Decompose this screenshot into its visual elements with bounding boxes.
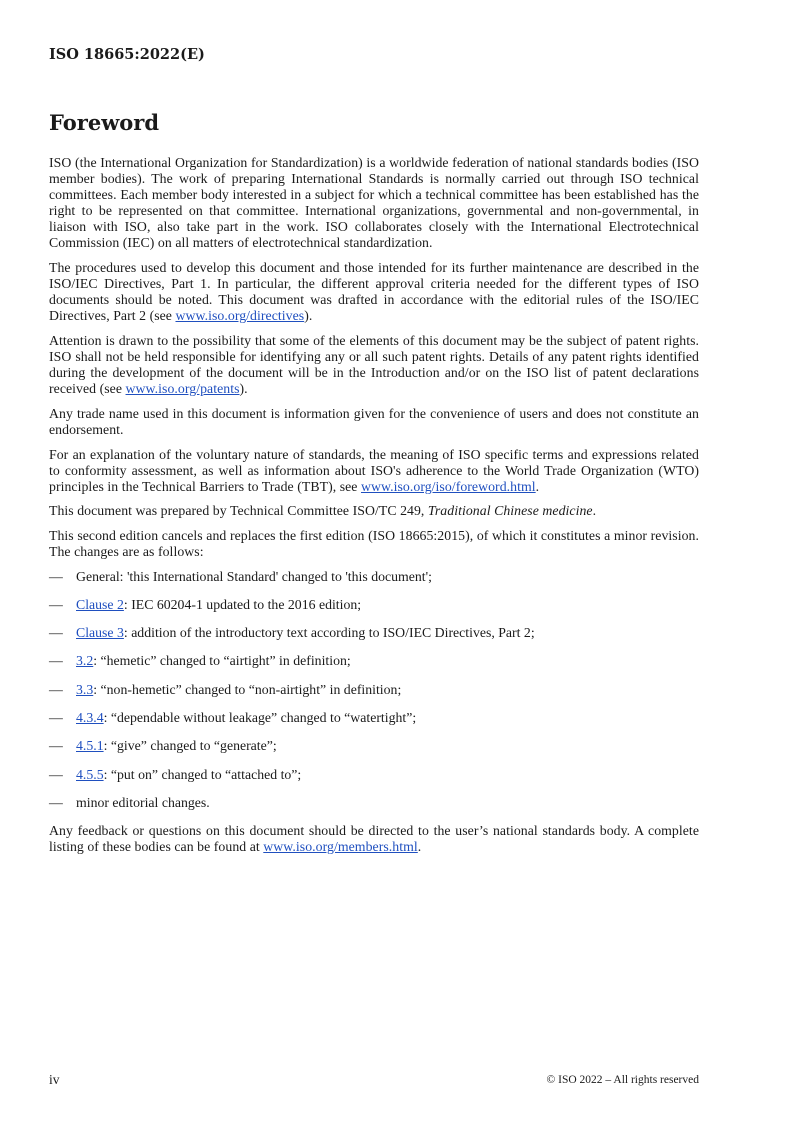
changes-list: [49, 569, 699, 811]
change-text: : “hemetic” changed to “airtight” in definition;: [93, 653, 351, 669]
change-item: [49, 625, 699, 641]
paragraph-text: Any trade name used in this document is information given for the convenience of users and does not constitute an endorsement.: [49, 405, 699, 437]
paragraph-text: For an explanation of the voluntary nature of standards, the meaning of ISO specific terms and expressions related to conformity assessment, as well as information about ISO's adherence to the World Trade Organization (WTO) principles in the Technical Barriers to Trade (TBT), see: [49, 446, 699, 494]
change-text: : “non-hemetic” changed to “non-airtight” in definition;: [93, 681, 402, 697]
paragraph-text-end: .: [535, 478, 540, 494]
paragraph-text: Attention is drawn to the possibility that some of the elements of this document may be the subject of patent rights. ISO shall not be held responsible for identifying any or all such patent rights. Details of any patent rights identified during the development of the document will be in the Introduction and/or on the ISO list of patent declarations received (see: [49, 332, 699, 397]
foreword-link[interactable]: www.iso.org/iso/foreword.html: [360, 478, 536, 494]
change-item: [49, 767, 699, 783]
paragraph-iso-description: [49, 155, 699, 252]
foreword-body: [49, 155, 699, 864]
change-item: [49, 653, 699, 669]
copyright-notice: © ISO 2022 – All rights reserved: [546, 1074, 699, 1086]
change-item: [49, 738, 699, 754]
section-4-3-4-link[interactable]: 4.3.4: [76, 709, 104, 725]
clause-2-link[interactable]: Clause 2: [76, 596, 124, 612]
section-3-3-link[interactable]: 3.3: [76, 681, 94, 697]
paragraph-text-end: .: [592, 503, 597, 519]
list-dash: —: [49, 709, 63, 725]
change-item: [49, 597, 699, 613]
change-text: : addition of the introductory text according to ISO/IEC Directives, Part 2;: [123, 625, 535, 641]
change-text: minor editorial changes.: [76, 794, 210, 810]
change-text: : “dependable without leakage” changed to “watertight”;: [103, 709, 417, 725]
list-dash: —: [49, 738, 63, 754]
paragraph-text: Any feedback or questions on this document should be directed to the user’s national standards body. A complete listing of these bodies can be found at: [49, 823, 699, 855]
paragraph-committee: [49, 503, 699, 519]
paragraph-text: This second edition cancels and replaces the first edition (ISO 18665:2015), of which it constitutes a minor revision. The changes are as follows:: [49, 527, 699, 559]
section-3-2-link[interactable]: 3.2: [76, 653, 94, 669]
list-dash: —: [49, 766, 63, 782]
paragraph-text: ISO (the International Organization for Standardization) is a worldwide federation of national standards bodies (ISO member bodies). The work of preparing International Standards is normally carried out through ISO technical committees. Each member body interested in a subject for which a technical committee has been established has the right to be represented on that committee. International organizations, governmental and non-governmental, in liaison with ISO, also take part in the work. ISO collaborates closely with the International Electrotechnical Commission (IEC) on all matters of electrotechnical standardization.: [49, 155, 699, 251]
document-page: [49, 0, 699, 1122]
list-dash: —: [49, 681, 63, 697]
change-item: [49, 682, 699, 698]
list-dash: —: [49, 596, 63, 612]
page-title: Foreword: [49, 110, 160, 135]
change-item: [49, 795, 699, 811]
change-text: : “give” changed to “generate”;: [103, 738, 277, 754]
paragraph-feedback: [49, 823, 699, 855]
paragraph-text-end: ).: [304, 308, 313, 324]
paragraph-procedures: [49, 260, 699, 324]
list-dash: —: [49, 625, 63, 641]
change-text: : “put on” changed to “attached to”;: [103, 766, 302, 782]
paragraph-text: The procedures used to develop this document and those intended for its further maintenance are described in the ISO/IEC Directives, Part 1. In particular, the different approval criteria needed for the different types of ISO documents should be noted. This document was drafted in accordance with the editorial rules of the ISO/IEC Directives, Part 2 (see: [49, 260, 699, 324]
paragraph-voluntary-nature: [49, 447, 699, 495]
section-4-5-5-link[interactable]: 4.5.5: [76, 766, 104, 782]
list-dash: —: [49, 794, 63, 810]
directives-link[interactable]: www.iso.org/directives: [175, 308, 305, 324]
members-link[interactable]: www.iso.org/members.html: [263, 839, 418, 855]
change-text: General: 'this International Standard' changed to 'this document';: [76, 568, 432, 584]
paragraph-text-end: ).: [239, 381, 248, 397]
paragraph-text: This document was prepared by Technical Committee ISO/TC 249,: [49, 503, 428, 519]
document-id-header: ISO 18665:2022(E): [49, 46, 205, 63]
page-number: iv: [49, 1072, 60, 1087]
paragraph-edition: [49, 528, 699, 560]
paragraph-patents: [49, 333, 699, 397]
clause-3-link[interactable]: Clause 3: [76, 625, 124, 641]
paragraph-text-end: .: [417, 839, 422, 855]
committee-name: Traditional Chinese medicine: [427, 503, 593, 519]
change-text: : IEC 60204-1 updated to the 2016 edition;: [123, 596, 362, 612]
list-dash: —: [49, 568, 63, 584]
patents-link[interactable]: www.iso.org/patents: [125, 381, 240, 397]
change-item: [49, 710, 699, 726]
change-item: [49, 569, 699, 585]
list-dash: —: [49, 653, 63, 669]
section-4-5-1-link[interactable]: 4.5.1: [76, 738, 104, 754]
paragraph-trade-name: [49, 406, 699, 438]
